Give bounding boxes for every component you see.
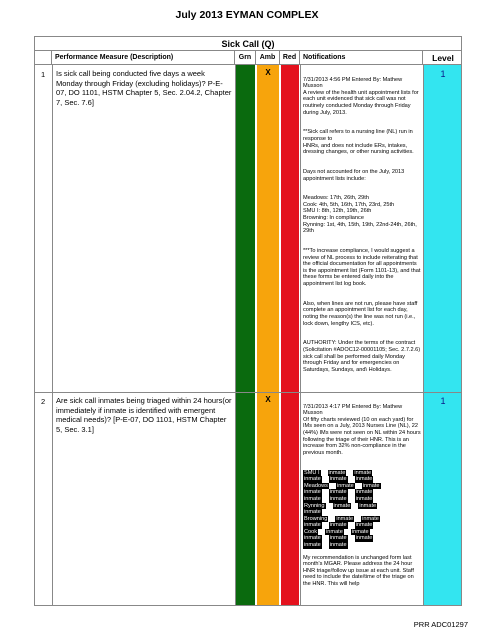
redacted-label: Meadows (304, 482, 328, 489)
level-value: 1 (440, 69, 446, 79)
header-level: Level (423, 51, 462, 65)
level-value: 1 (440, 396, 446, 406)
header-performance-measure: Performance Measure (Description) (52, 51, 235, 65)
amber-rating-mark: X (265, 395, 271, 404)
page-title: July 2013 EYMAN COMPLEX (175, 9, 319, 21)
redacted-label: inmate (304, 509, 321, 516)
note-paragraph: 7/31/2013 4:17 PM Entered By: Mathew Musson Of fifty charts reviewed (10 on each yard) for IMs seen on a July, 2013 Nurses Line (NL), 22 (44%) IMs were not seen on NL within 24 hours following the triage of their HNR. This is an increase from 32% non-compliance in the previous month. (303, 403, 421, 456)
red-column-band (281, 65, 299, 605)
note-paragraph: **Sick call refers to a nursing line (NL) run in response to HNRs, and does not include ERs, intakes, dressing changes, or other nursing activities. (303, 129, 414, 156)
report-table (34, 36, 462, 606)
note-paragraph: 7/31/2013 4:56 PM Entered By: Mathew Musson A review of the health unit appointment lists for each unit evidenced that sick call was not routinely conducted Monday through Friday during July, 2013. (303, 76, 419, 116)
redacted-line (303, 509, 421, 516)
header-notifications: Notifications (300, 51, 423, 65)
amber-rating-mark: X (265, 68, 271, 77)
redacted-inmate: inmate (355, 522, 373, 529)
redacted-label: Cook (304, 528, 318, 535)
redacted-label: SMU I (304, 469, 320, 476)
header-number (35, 51, 52, 65)
notification-text (303, 70, 421, 387)
redacted-label: inmate (304, 495, 321, 502)
note-paragraph: ***To increase compliance, I would suggest a review of NL process to include reiterating that the official documentation for all appointments is the appointment list (Form 1101-13), and that these forms be entered daily into the appointment list log book. (303, 248, 421, 287)
header-amb: Amb (256, 51, 280, 65)
redacted-label: inmate (304, 542, 321, 549)
redacted-line (303, 516, 421, 523)
note-paragraph: Days not accounted for on the July, 2013 appointment lists include: (303, 168, 405, 182)
redacted-label: inmate (304, 476, 321, 483)
redacted-line (303, 529, 421, 536)
column-divider (300, 65, 301, 605)
column-divider (423, 65, 424, 605)
row-number: 2 (41, 397, 46, 406)
green-column-band (236, 65, 255, 605)
redacted-line (303, 489, 421, 496)
redacted-inmate: inmate (355, 476, 373, 483)
redacted-inmate: inmate (329, 522, 347, 529)
redacted-label: inmate (304, 489, 321, 496)
redacted-inmate: inmate (328, 469, 346, 476)
redacted-inmate: inmate (336, 482, 354, 489)
redacted-inmate-list (303, 470, 421, 549)
note-paragraph: Meadows: 17th, 26th, 29th Cook: 4th, 5th, 16th, 17th, 23rd, 25th SMU I: 8th, 12th, 19th, 26th Browning: In compliance Rynning: 1st, 4th, 15th, 19th, 22nd-24th, 26th, 29th (303, 195, 417, 235)
redacted-inmate: inmate (355, 535, 373, 542)
redacted-inmate: inmate (329, 535, 347, 542)
header-red: Red (280, 51, 300, 65)
redacted-line (303, 496, 421, 503)
redacted-line (303, 476, 421, 483)
redacted-line (303, 503, 421, 510)
performance-measure-text: Is sick call being conducted five days a week Monday through Friday (excluding holidays)? P-E-07, DO 1101, HSTM Chapter 5, Sec. 2.04.2, Chapter 7, Sec. 7.6] (56, 69, 232, 107)
note-paragraph: AUTHORITY: Under the terms of the contract (Solicitation #ADOC12-00001105; Sec. 2.7.2.6) sick call shall be performed daily Monday through Friday and for emergencies on Saturdays, Sundays, and\ Holidays. (303, 340, 421, 373)
redacted-line (303, 470, 421, 477)
redacted-inmate: inmate (329, 489, 347, 496)
level-column-band (424, 65, 462, 605)
redacted-inmate: inmate (329, 495, 347, 502)
column-divider (235, 65, 236, 605)
redacted-inmate: inmate (326, 528, 343, 535)
redacted-line (303, 522, 421, 529)
performance-measure-text: Are sick call inmates being triaged within 24 hours(or immediately if inmate is identified with emergent medical needs)? [P-E-07, DO 1101, HSTM Chapter 5, Sec. 3.1] (56, 396, 232, 434)
redacted-line (303, 535, 421, 542)
redacted-inmate: inmate (355, 489, 373, 496)
row-divider (35, 392, 461, 393)
notification-text (303, 397, 421, 606)
redacted-inmate: inmate (362, 482, 380, 489)
header-grn: Grn (235, 51, 256, 65)
redacted-inmate: inmate (329, 542, 347, 549)
redacted-label: Rynning (304, 502, 325, 509)
redacted-inmate: inmate (333, 502, 351, 509)
redacted-inmate: inmate (355, 495, 373, 502)
redacted-inmate: inmate (351, 528, 369, 535)
note-paragraph: Also, when lines are not run, please have staff complete an appointment list for each day, noting the reason(s) the line was not run (i.e., lock down, lengthy ICS, etc). (303, 300, 418, 327)
column-divider (52, 65, 53, 605)
redacted-label: inmate (304, 522, 321, 529)
document-reference: PRR ADC01297 (413, 620, 468, 629)
amber-column-band (257, 65, 279, 605)
note-paragraph: My recommendation is unchanged form last month's MGAR. Please address the 24 hour HNR triage/follow up issue at each unit. Staff need to include the date/time of the triage on the HNR. This will help (303, 554, 414, 588)
row-number: 1 (41, 70, 46, 79)
redacted-line (303, 542, 421, 549)
redacted-label: Browning (304, 515, 328, 522)
redacted-inmate: inmate (362, 515, 379, 522)
redacted-inmate: inmate (336, 515, 354, 522)
redacted-line (303, 483, 421, 490)
redacted-inmate: inmate (354, 469, 372, 476)
redacted-label: inmate (304, 535, 321, 542)
redacted-inmate: inmate (329, 476, 347, 483)
section-title: Sick Call (Q) (35, 37, 461, 51)
redacted-inmate: inmate (359, 502, 377, 509)
